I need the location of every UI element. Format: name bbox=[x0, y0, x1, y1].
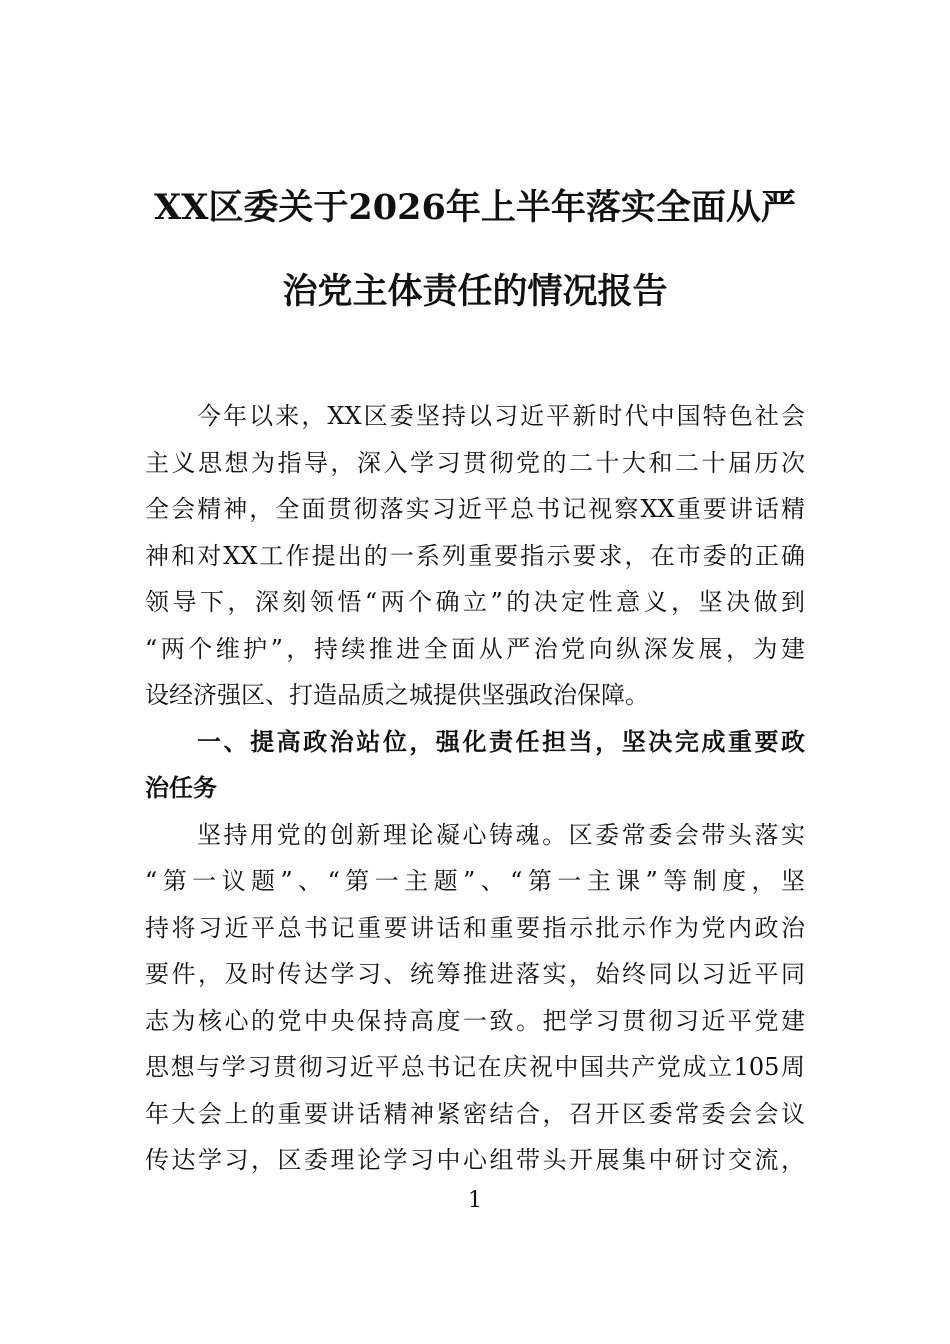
title-line: 治党主体责任的情况报告 bbox=[282, 271, 668, 312]
document-body bbox=[145, 393, 805, 1184]
paragraph-line: 全会精神，全面贯彻落实习近平总书记视察XX重要讲话精 bbox=[145, 495, 805, 523]
paragraph-line: “两个维护”，持续推进全面从严治党向纵深发展，为建 bbox=[145, 634, 805, 663]
title-line: XX区委关于2026年上半年落实全面从严 bbox=[154, 187, 796, 228]
document-title bbox=[120, 166, 830, 334]
paragraph-line: “第一议题”、“第一主题”、“第一主课”等制度，坚 bbox=[145, 867, 805, 895]
paragraph-line: 要件，及时传达学习、统筹推进落实，始终同以习近平同 bbox=[145, 960, 805, 988]
paragraph-line: 神和对XX工作提出的一系列重要指示要求，在市委的正确 bbox=[145, 541, 805, 570]
paragraph-line: 思想与学习贯彻习近平总书记在庆祝中国共产党成立105周 bbox=[145, 1053, 805, 1081]
paragraph-line: 持将习近平总书记重要讲话和重要指示批示作为党内政治 bbox=[145, 913, 805, 942]
section-heading-line: 治任务 bbox=[145, 774, 217, 802]
paragraph-line: 志为核心的党中央保持高度一致。把学习贯彻习近平党建 bbox=[145, 1006, 805, 1035]
paragraph-line: 年大会上的重要讲话精神紧密结合，召开区委常委会会议 bbox=[145, 1099, 805, 1128]
paragraph-line: 领导下，深刻领悟“两个确立”的决定性意义，坚决做到 bbox=[145, 588, 805, 616]
paragraph-line: 坚持用党的创新理论凝心铸魂。区委常委会带头落实 bbox=[197, 820, 805, 849]
paragraph-line: 设经济强区、打造品质之城提供坚强政治保障。 bbox=[145, 681, 649, 709]
page-number: 1 bbox=[468, 1188, 482, 1213]
paragraph-line: 传达学习，区委理论学习中心组带头开展集中研讨交流， bbox=[145, 1146, 805, 1174]
section-heading-line: 一、提高政治站位，强化责任担当，坚决完成重要政 bbox=[197, 727, 805, 756]
paragraph-line: 主义思想为指导，深入学习贯彻党的二十大和二十届历次 bbox=[145, 448, 805, 477]
paragraph-line: 今年以来，XX区委坚持以习近平新时代中国特色社会 bbox=[197, 402, 805, 430]
